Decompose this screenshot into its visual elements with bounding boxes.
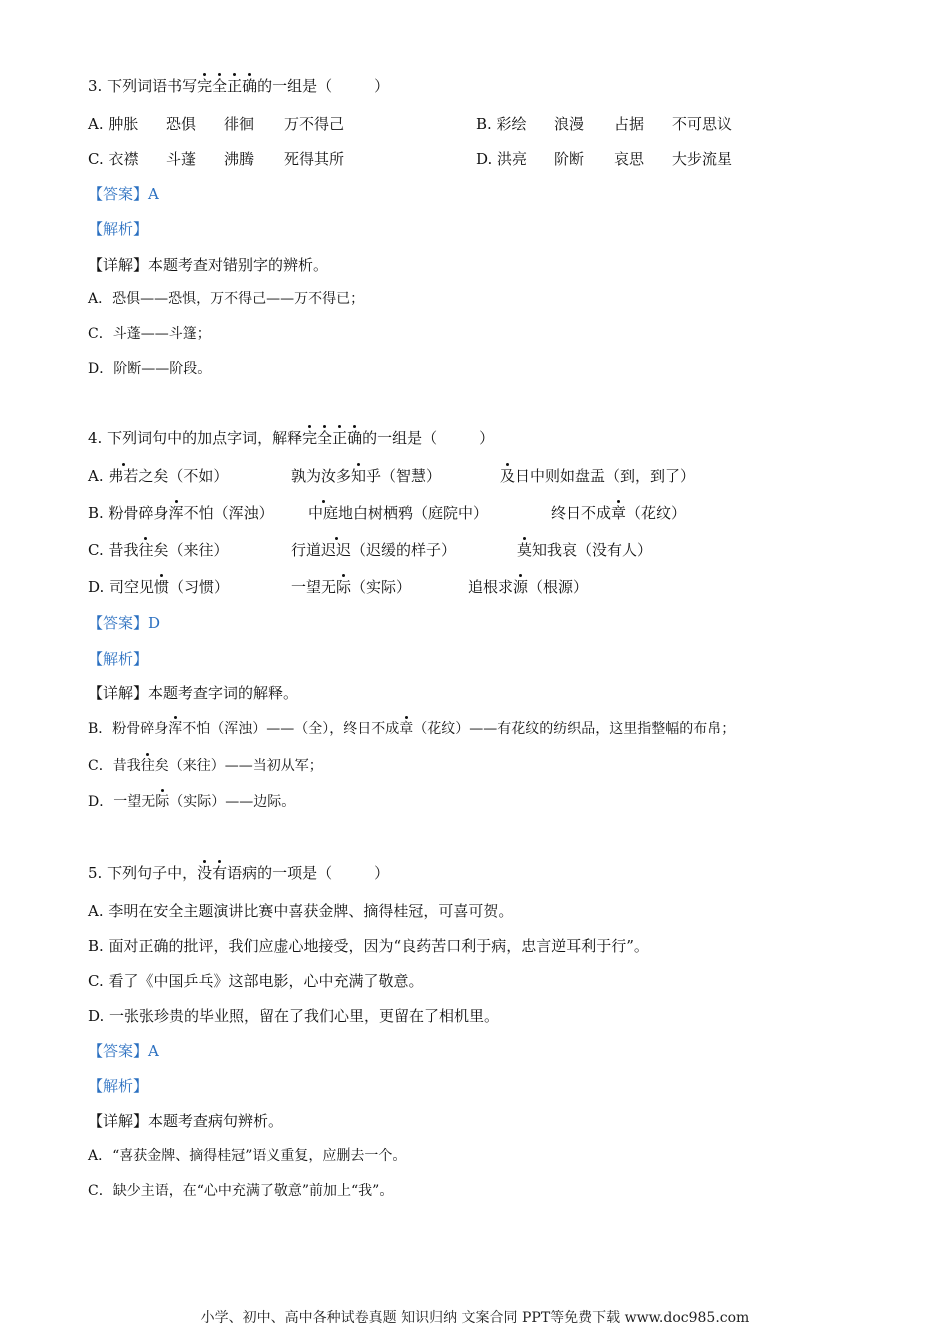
- q5-explain-a: A．“喜获金牌、摘得桂冠”语义重复，应删去一个。: [88, 1148, 407, 1164]
- q5-option-d: D. 一张张珍贵的毕业照，留在了我们心里，更留在了相机里。: [88, 1007, 500, 1025]
- q4-answer: 【答案】D: [88, 614, 161, 632]
- q3-answer: 【答案】A: [88, 185, 159, 203]
- q5-detail: 【详解】本题考查病句辨析。: [88, 1112, 284, 1130]
- q4-explain-c: C．昔我往矣（来往）——当初从军；: [88, 758, 323, 774]
- q5-option-c: C. 看了《中国乒乓》这部电影，心中充满了敬意。: [88, 972, 424, 990]
- q5-option-b: B. 面对正确的批评，我们应虚心地接受，因为“良药苦口利于病，忠言逆耳利于行”。: [88, 937, 649, 955]
- q4-stem: 4. 下列词句中的加点字词，解释完全正确的一组是（ ）: [88, 429, 495, 447]
- q4-analysis-tag: 【解析】: [88, 650, 149, 668]
- q5-answer: 【答案】A: [88, 1042, 159, 1060]
- q3-detail: 【详解】本题考查对错别字的辨析。: [88, 256, 329, 274]
- q4-detail: 【详解】本题考查字词的解释。: [88, 684, 299, 702]
- q3-explain-c: C．斗蓬——斗篷；: [88, 326, 211, 342]
- q4-explain-d: D．一望无际（实际）——边际。: [88, 794, 296, 810]
- q3-analysis-tag: 【解析】: [88, 220, 149, 238]
- q5-stem: 5. 下列句子中，没有语病的一项是（ ）: [88, 864, 390, 882]
- q5-option-a: A. 李明在安全主题演讲比赛中喜获金牌、摘得桂冠，可喜可贺。: [88, 902, 514, 920]
- q3-stem: 3. 下列词语书写完全正确的一组是（ ）: [88, 77, 390, 95]
- q3-explain-a: A．恐俱——恐惧，万不得己——万不得已；: [88, 291, 365, 307]
- q4-explain-b: B．粉骨碎身浑不怕（浑浊）——（全），终日不成章（花纹）——有花纹的纺织品，这里指整幅的布帛；: [88, 721, 736, 737]
- q5-explain-c: C．缺少主语，在“心中充满了敬意”前加上“我”。: [88, 1183, 394, 1199]
- q3-explain-d: D．阶断——阶段。: [88, 361, 212, 377]
- page-footer: 小学、初中、高中各种试卷真题 知识归纳 文案合同 PPT等免费下载 www.doc985.com: [200, 1310, 750, 1326]
- q5-analysis-tag: 【解析】: [88, 1077, 149, 1095]
